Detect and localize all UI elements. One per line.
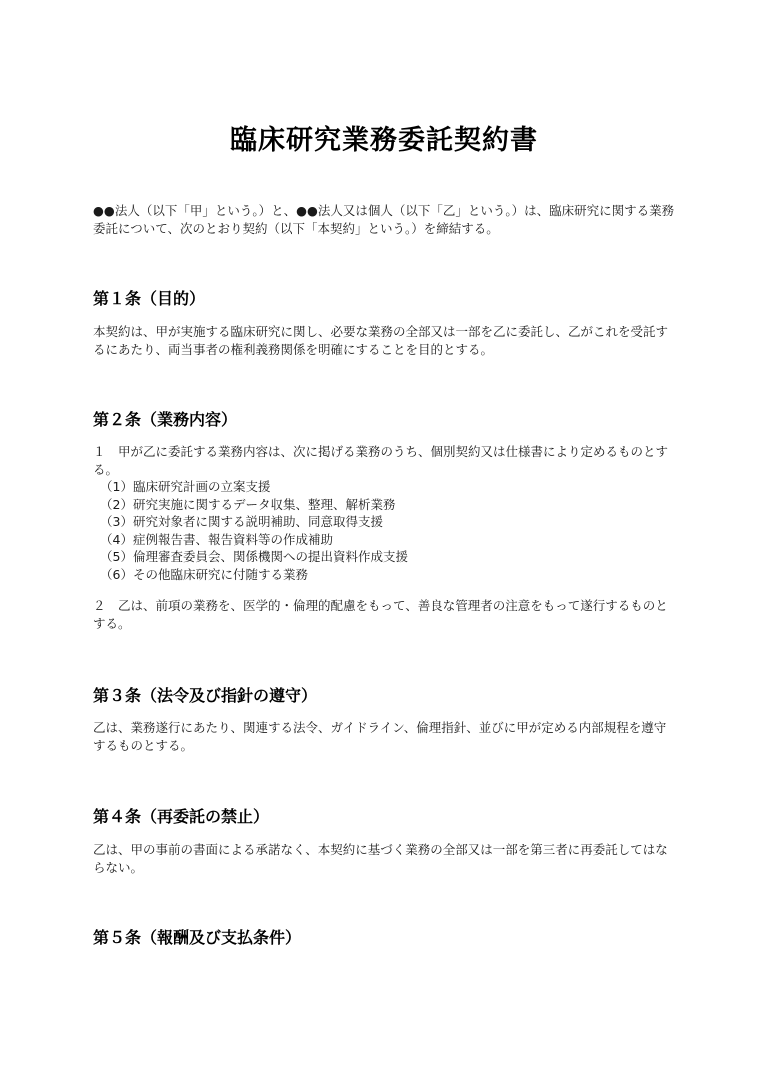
article-4-heading: 第４条（再委託の禁止） [93, 807, 270, 826]
article-5-heading: 第５条（報酬及び支払条件） [93, 928, 302, 947]
article-2-body: １ 甲が乙に委託する業務内容は、次に掲げる業務のうち、個別契約又は仕様書により定めるものとする。 [93, 444, 669, 477]
list-item: （2）研究実施に関するデータ収集、整理、解析業務 [100, 496, 396, 512]
list-item: （5）倫理審査委員会、関係機関への提出資料作成支援 [100, 549, 408, 565]
article-1-body: 本契約は、甲が実施する臨床研究に関し、必要な業務の全部又は一部を乙に委託し、乙がこれを受託するにあたり、両当事者の権利義務関係を明確にすることを目的とする。 [93, 324, 669, 357]
article-1-heading: 第１条（目的） [93, 289, 206, 308]
list-item: （4）症例報告書、報告資料等の作成補助 [100, 531, 333, 547]
list-item: （1）臨床研究計画の立案支援 [100, 479, 271, 494]
article-3-body: 乙は、業務遂行にあたり、関連する法令、ガイドライン、倫理指針、並びに甲が定める内部規程を遵守するものとする。 [93, 720, 667, 753]
document-title: 臨床研究業務委託契約書 [230, 125, 538, 156]
list-item: （3）研究対象者に関する説明補助、同意取得支援 [100, 514, 383, 530]
intro-paragraph: ●●法人（以下「甲」という。）と、●●法人又は個人（以下「乙」という。）は、臨床研究に関する業務委託について、次のとおり契約（以下「本契約」という。）を締結する。 [93, 203, 675, 236]
article-4-body: 乙は、甲の事前の書面による承諾なく、本契約に基づく業務の全部又は一部を第三者に再委託してはならない。 [93, 842, 668, 875]
article-3-heading: 第３条（法令及び指針の遵守） [93, 686, 318, 705]
article-2-heading: 第２条（業務内容） [93, 410, 238, 429]
list-item: （6）その他臨床研究に付随する業務 [100, 566, 308, 582]
article-2-body-2: ２ 乙は、前項の業務を、医学的・倫理的配慮をもって、善良な管理者の注意をもって遂行するものとする。 [93, 598, 668, 631]
article-2-item-list [100, 478, 660, 584]
